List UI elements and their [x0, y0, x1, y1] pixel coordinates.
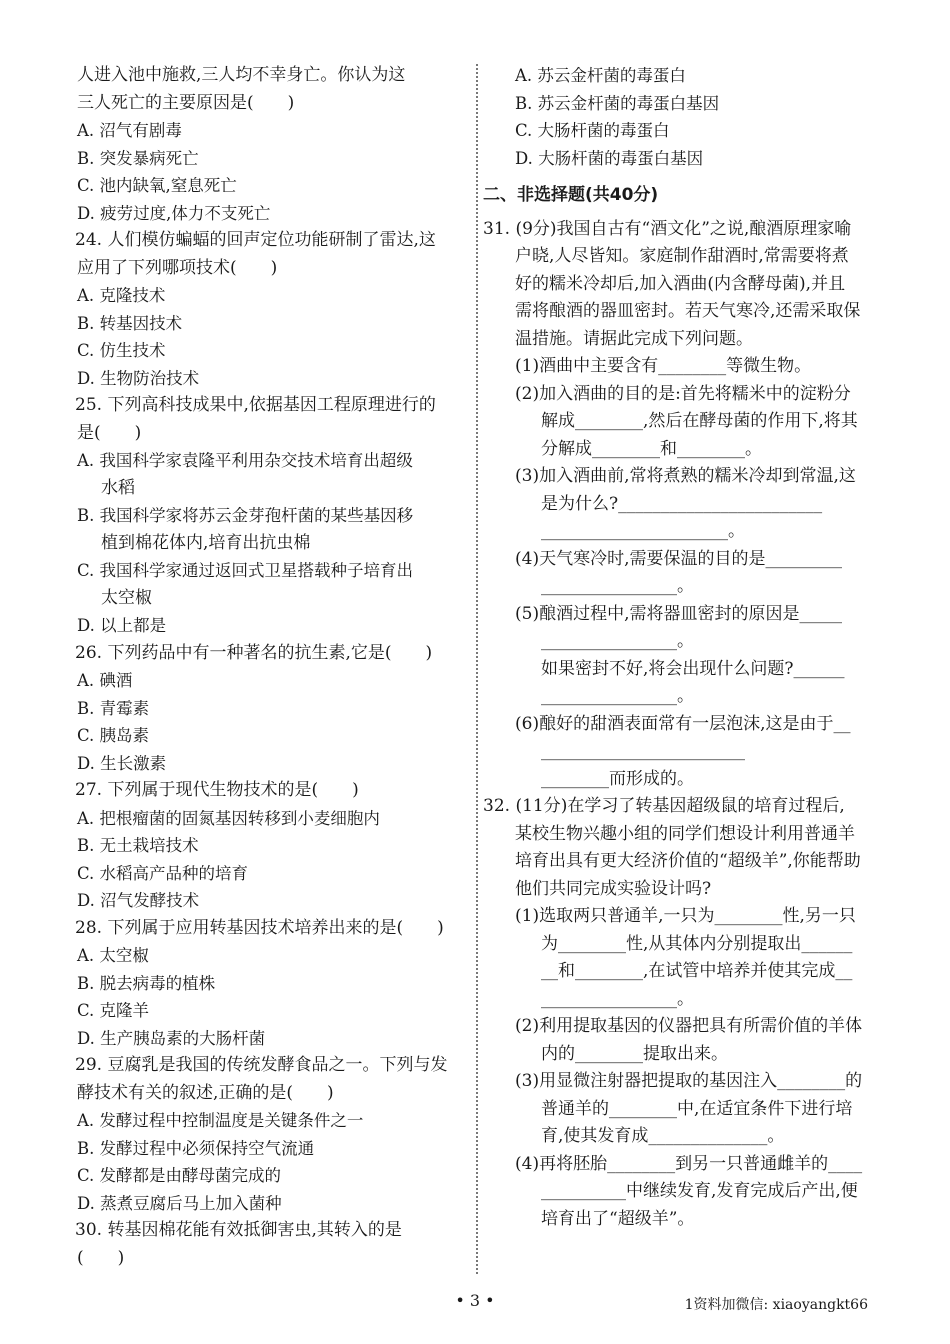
text-line: A. 把根瘤菌的固氮基因转移到小麦细胞内: [77, 808, 380, 828]
right-column: [483, 62, 908, 1233]
text-line: (4)天气寒冷时,需要保温的目的是_________: [515, 548, 842, 569]
text-line: 32. (11分)在学习了转基因超级鼠的培育过程后,: [483, 796, 845, 816]
text-line: 如果密封不好,将会出现什么问题?______: [541, 658, 845, 679]
text-line: 为________性,从其体内分别提取出______: [541, 933, 853, 954]
text-line: 人进入池中施救,三人均不幸身亡。你认为这: [77, 65, 406, 85]
text-line: ______________________。: [541, 521, 745, 541]
text-line: (5)酿酒过程中,需将器皿密封的原因是_____: [515, 603, 842, 624]
text-line: C. 胰岛素: [77, 726, 150, 745]
text-line: C. 仿生技术: [77, 341, 166, 360]
text-line: 24. 人们模仿蝙蝠的回声定位功能研制了雷达,这: [75, 230, 436, 250]
left-column: [75, 62, 470, 1272]
text-line: 29. 豆腐乳是我国的传统发酵食品之一。下列与发: [75, 1055, 448, 1075]
text-line: C. 池内缺氧,窒息死亡: [77, 176, 237, 195]
text-line: 28. 下列属于应用转基因技术培养出来的是( ): [75, 917, 444, 938]
text-line: 分解成________和________。: [541, 438, 762, 459]
text-line: B. 无土栽培技术: [77, 836, 199, 855]
text-line: ________________。: [541, 686, 694, 706]
text-line: 是( ): [77, 422, 142, 443]
text-line: ( ): [77, 1247, 125, 1268]
footer-note: 1资料加微信: xiaoyangkt66: [684, 1297, 868, 1313]
text-line: 普通羊的________中,在适宜条件下进行培: [541, 1098, 853, 1119]
text-line: 是为什么?________________________: [541, 493, 823, 514]
text-line: 应用了下列哪项技术( ): [77, 257, 278, 278]
text-line: B. 转基因技术: [77, 313, 183, 333]
text-line: (1)选取两只普通羊,一只为________性,另一只: [515, 906, 856, 926]
text-line: D. 疲劳过度,体力不支死亡: [77, 203, 271, 223]
text-line: __________中继续发育,发育完成后产出,便: [541, 1181, 858, 1201]
text-line: D. 沼气发酵技术: [77, 891, 200, 910]
text-line: C. 水稻高产品种的培育: [77, 863, 249, 883]
text-line: B. 苏云金杆菌的毒蛋白基因: [515, 93, 720, 113]
text-line: B. 脱去病毒的植株: [77, 973, 216, 993]
text-line: 内的________提取出来。: [541, 1043, 728, 1064]
text-line: (3)加入酒曲前,常将煮熟的糯米冷却到常温,这: [515, 466, 856, 486]
text-line: D. 生产胰岛素的大肠杆菌: [77, 1028, 266, 1048]
text-line: D. 生物防治技术: [77, 368, 200, 388]
text-line: A. 苏云金杆菌的毒蛋白: [515, 66, 686, 85]
text-line: A. 克隆技术: [77, 286, 166, 305]
text-line: B. 我国科学家将苏云金芽孢杆菌的某些基因移: [77, 506, 414, 525]
text-line: A. 太空椒: [77, 946, 149, 965]
text-line: 温措施。请据此完成下列问题。: [515, 328, 753, 349]
text-line: A. 碘酒: [77, 671, 133, 690]
text-line: 27. 下列属于现代生物技术的是( ): [75, 780, 359, 800]
text-line: A. 沼气有剧毒: [77, 121, 182, 140]
text-line: ________________。: [541, 576, 694, 596]
text-line: 培育出了“超级羊”。: [541, 1208, 695, 1229]
text-line: 26. 下列药品中有一种著名的抗生素,它是( ): [75, 642, 433, 663]
text-line: (3)用显微注射器把提取的基因注入________的: [515, 1071, 863, 1091]
text-line: 户晓,人尽皆知。家庭制作甜酒时,常需要将煮: [515, 246, 849, 266]
text-line: D. 蒸煮豆腐后马上加入菌种: [77, 1193, 282, 1213]
text-line: C. 大肠杆菌的毒蛋白: [515, 121, 670, 140]
text-line: ________________。: [541, 631, 694, 651]
text-line: 25. 下列高科技成果中,依据基因工程原理进行的: [75, 395, 436, 415]
text-line: 培育出具有更大经济价值的“超级羊”,你能帮助: [515, 851, 861, 871]
text-line: C. 克隆羊: [77, 1001, 150, 1020]
text-line: 需将酿酒的器皿密封。若天气寒冷,还需采取保: [515, 301, 861, 321]
text-line: D. 大肠杆菌的毒蛋白基因: [515, 148, 704, 168]
text-line: D. 以上都是: [77, 616, 167, 635]
text-line: 好的糯米冷却后,加入酒曲(内含酵母菌),并且: [515, 273, 846, 294]
text-line: 31. (9分)我国自古有“酒文化”之说,酿酒原理家喻: [483, 218, 852, 239]
text-line: __和________,在试管中培养并使其完成__: [541, 961, 853, 981]
text-line: 解成________,然后在酵母菌的作用下,将其: [541, 411, 858, 431]
text-line: 30. 转基因棉花能有效抵御害虫,其转入的是: [75, 1220, 402, 1240]
text-line: C. 发酵都是由酵母菌完成的: [77, 1166, 282, 1185]
text-line: 酵技术有关的叙述,正确的是( ): [77, 1082, 334, 1103]
section-heading: 二、非选择题(共40分): [483, 185, 659, 205]
text-line: 育,使其发育成______________。: [541, 1126, 785, 1146]
text-line: (2)利用提取基因的仪器把具有所需价值的羊体: [515, 1016, 863, 1036]
text-line: A. 我国科学家袁隆平利用杂交技术培育出超级: [77, 451, 413, 470]
text-line: 水稻: [101, 477, 135, 498]
text-line: (4)再将胚胎________到另一只普通雌羊的____: [515, 1153, 863, 1174]
page-number: • 3 •: [455, 1291, 495, 1310]
text-line: 他们共同完成实验设计吗?: [515, 878, 712, 899]
text-line: (1)酒曲中主要含有________等微生物。: [515, 356, 812, 376]
text-line: (6)酿好的甜酒表面常有一层泡沫,这是由于__: [515, 713, 851, 734]
text-line: 某校生物兴趣小组的同学们想设计利用普通羊: [515, 823, 855, 844]
text-line: 植到棉花体内,培育出抗虫棉: [101, 532, 311, 553]
text-line: 三人死亡的主要原因是( ): [77, 92, 295, 113]
column-divider: [476, 64, 478, 1274]
text-line: B. 发酵过程中必须保持空气流通: [77, 1138, 315, 1158]
text-line: ________________________: [541, 741, 745, 761]
text-line: A. 发酵过程中控制温度是关键条件之一: [77, 1111, 364, 1130]
text-line: (2)加入酒曲的目的是:首先将糯米中的淀粉分: [515, 383, 851, 404]
text-line: B. 突发暴病死亡: [77, 148, 199, 168]
text-line: B. 青霉素: [77, 698, 150, 718]
text-line: ________而形成的。: [541, 768, 694, 789]
text-line: C. 我国科学家通过返回式卫星搭载种子培育出: [77, 561, 414, 580]
text-line: D. 生长激素: [77, 753, 167, 773]
text-line: ________________。: [541, 988, 694, 1009]
text-line: 太空椒: [101, 587, 152, 608]
